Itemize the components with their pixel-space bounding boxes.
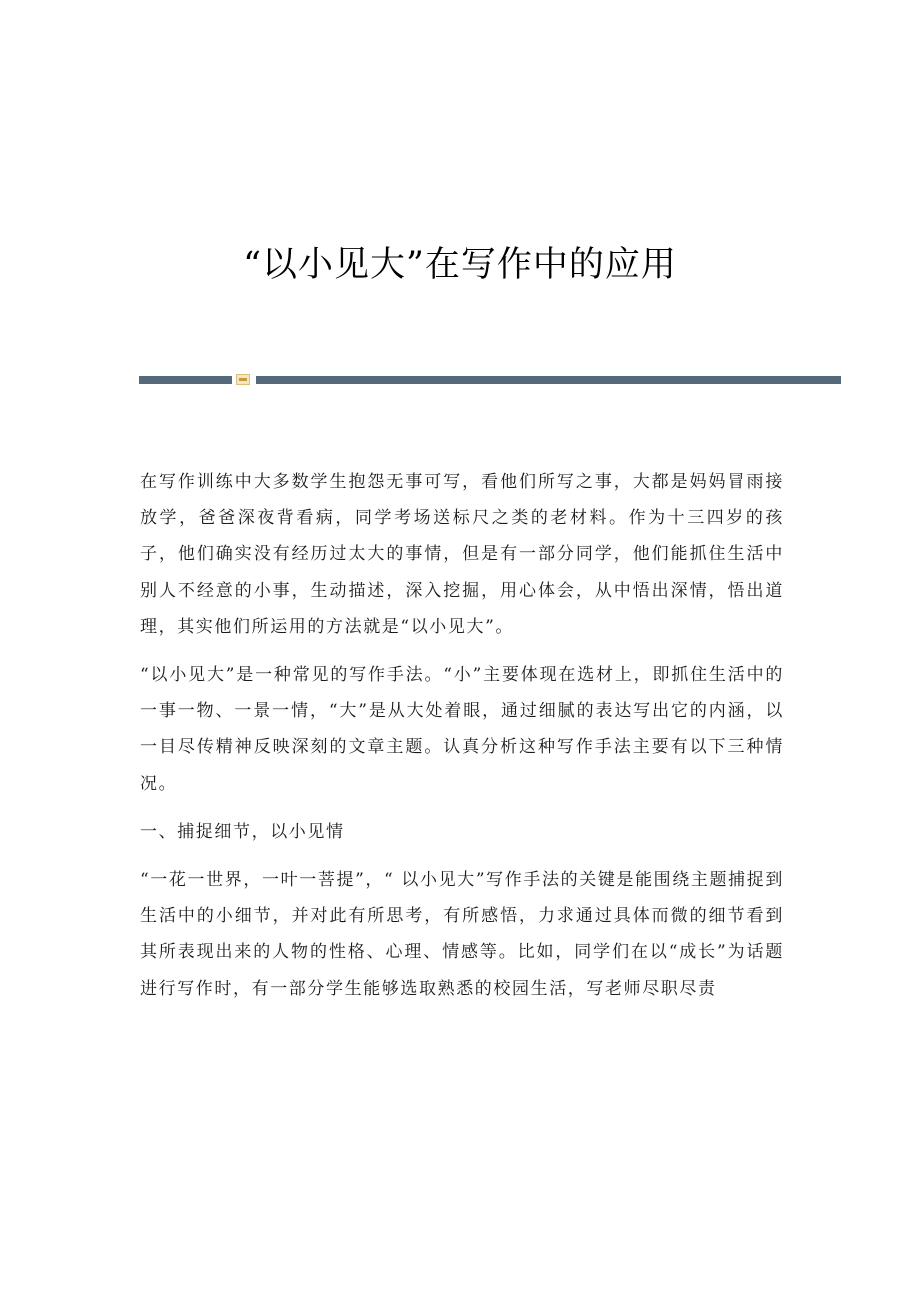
divider-ornament-icon <box>236 374 250 385</box>
page-title: “以小见大”在写作中的应用 <box>243 245 677 286</box>
divider-left-bar <box>139 376 232 384</box>
divider-right-bar <box>256 376 841 384</box>
paragraph-1: 在写作训练中大多数学生抱怨无事可写，看他们所写之事，大都是妈妈冒雨接放学，爸爸深夜背看病，同学考场送标尺之类的老材料。作为十三四岁的孩子，他们确实没有经历过太大的事情，但是有一部分同学，他们能抓住生活中别人不经意的小事，生动描述，深入挖掘，用心体会，从中悟出深情，悟出道理，其实他们所运用的方法就是“以小见大”。 <box>140 472 784 637</box>
section-heading: 一、捕捉细节，以小见情 <box>140 821 345 842</box>
document-body <box>140 464 784 1019</box>
paragraph-2: “以小见大”是一种常见的写作手法。“小”主要体现在选材上，即抓住生活中的一事一物、一景一情，“大”是从大处着眼，通过细腻的表达写出它的内涵，以一目尽传精神反映深刻的文章主题。认真分析这种写作手法主要有以下三种情况。 <box>140 665 784 794</box>
title-divider <box>139 374 841 386</box>
paragraph-3: “一花一世界，一叶一菩提”，“ 以小见大”写作手法的关键是能围绕主题捕捉到生活中的小细节，并对此有所思考，有所感悟，力求通过具体而微的细节看到其所表现出来的人物的性格、心理、情感等。比如，同学们在以“成长”为话题进行写作时，有一部分学生能够选取熟悉的校园生活，写老师尽职尽责 <box>140 870 784 999</box>
